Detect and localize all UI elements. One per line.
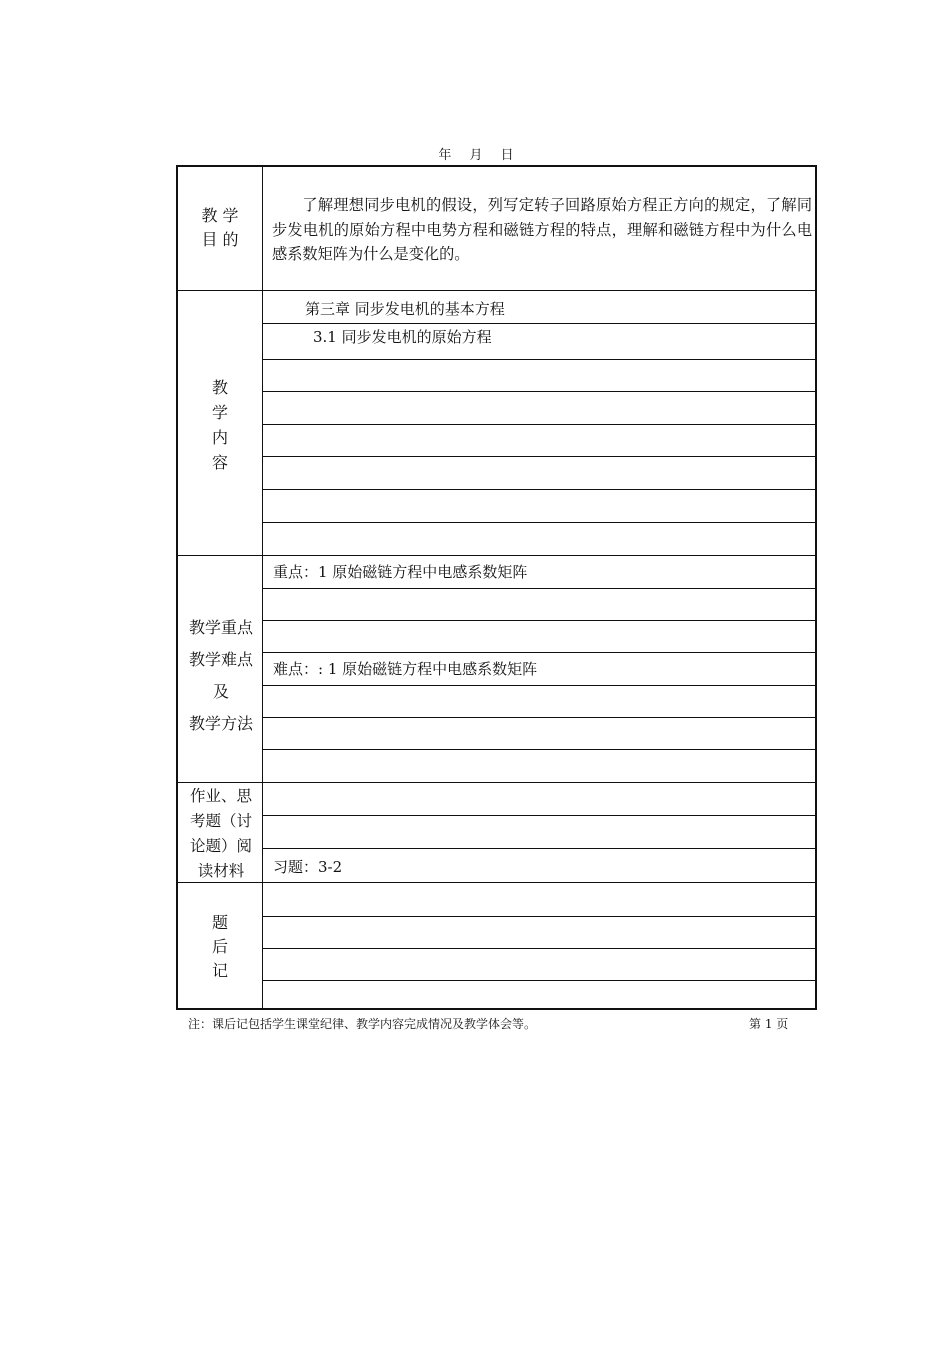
objective-label [178, 204, 262, 252]
rule-line [262, 588, 816, 589]
rule-line [262, 652, 816, 653]
section-divider [177, 290, 816, 291]
objective-label-line: 教 学 [201, 206, 239, 225]
key-points-label [178, 612, 264, 740]
rule-line [262, 522, 816, 523]
rule-line [262, 980, 816, 981]
objective-text: 了解理想同步电机的假设，列写定转子回路原始方程正方向的规定，了解同步发电机的原始方程中电势方程和磁链方程的特点，理解和磁链方程中为什么电感系数矩阵为什么是变化的。 [272, 196, 812, 263]
key-points-label-line: 教学难点 [188, 650, 253, 669]
rule-line [262, 489, 816, 490]
rule-line [262, 456, 816, 457]
footer-note: 注：课后记包括学生课堂纪律、教学内容完成情况及教学体会等。 [188, 1017, 537, 1031]
date-header [0, 144, 952, 163]
day-label: 日 [500, 148, 514, 163]
content-label [178, 375, 262, 475]
rule-line [262, 620, 816, 621]
year-label: 年 [438, 148, 452, 163]
content-label-char: 内 [211, 428, 228, 447]
section-title: 3.1 同步发电机的原始方程 [313, 328, 492, 346]
rule-line [262, 848, 816, 849]
rule-line [262, 359, 816, 360]
homework-label-line: 读材料 [197, 862, 245, 880]
content-label-char: 教 [211, 378, 228, 397]
homework-label [178, 784, 264, 884]
key-points-label-line: 教学方法 [188, 714, 253, 733]
key-points-label-line: 及 [212, 682, 229, 701]
rule-line [262, 749, 816, 750]
key-points-label-line: 教学重点 [188, 618, 253, 637]
rule-line [262, 424, 816, 425]
content-label-char: 学 [211, 403, 228, 422]
postscript-label-char: 题 [211, 913, 228, 932]
rule-line [262, 916, 816, 917]
postscript-label-char: 后 [211, 937, 228, 956]
key-point-text: 重点：1 原始磁链方程中电感系数矩阵 [273, 563, 528, 581]
postscript-label [178, 911, 262, 983]
section-divider [177, 782, 816, 783]
rule-line [262, 815, 816, 816]
rule-line [262, 323, 816, 324]
difficult-point-text: 难点：: 1 原始磁链方程中电感系数矩阵 [273, 660, 538, 678]
page-number: 第 1 页 [749, 1017, 789, 1031]
month-label: 月 [469, 148, 483, 163]
content-label-char: 容 [211, 453, 228, 472]
homework-label-line: 作业、思 [189, 787, 252, 805]
postscript-label-char: 记 [211, 961, 228, 980]
section-divider [177, 882, 816, 883]
rule-line [262, 948, 816, 949]
objective-label-line: 目 的 [201, 230, 239, 249]
rule-line [262, 391, 816, 392]
chapter-title: 第三章 同步发电机的基本方程 [305, 300, 505, 318]
homework-label-line: 考题（讨 [189, 812, 252, 830]
section-divider [177, 555, 816, 556]
rule-line [262, 685, 816, 686]
homework-label-line: 论题）阅 [189, 837, 252, 855]
rule-line [262, 717, 816, 718]
homework-text: 习题：3-2 [273, 858, 343, 876]
